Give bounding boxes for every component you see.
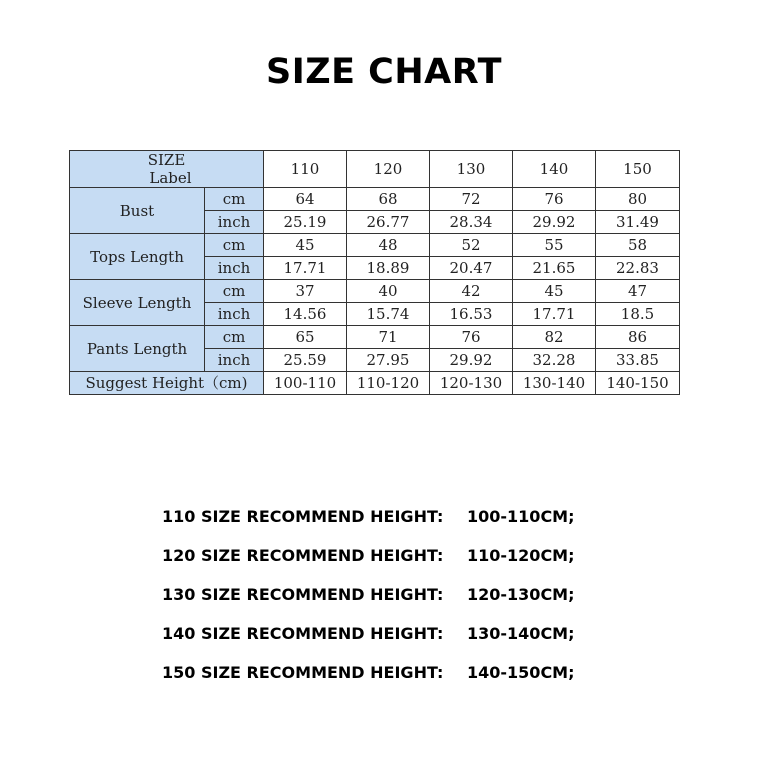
- table-header-row: [70, 151, 680, 188]
- table-row: [70, 372, 680, 395]
- recommendation-list: [162, 497, 575, 692]
- table-cell: 140-150: [596, 372, 680, 395]
- table-cell: 48: [347, 234, 430, 257]
- measure-label: Pants Length: [70, 326, 205, 372]
- list-item: [162, 497, 575, 536]
- suggest-height-label: Suggest Height（cm): [70, 372, 264, 395]
- size-header-line: SIZE: [147, 151, 186, 169]
- recommendation-value: 110-120CM;: [467, 546, 575, 565]
- table-cell: 33.85: [596, 349, 680, 372]
- table-cell: 52: [430, 234, 513, 257]
- recommendation-label: 120 SIZE RECOMMEND HEIGHT:: [162, 546, 444, 565]
- table-cell: 45: [513, 280, 596, 303]
- table-cell: 71: [347, 326, 430, 349]
- recommendation-value: 100-110CM;: [467, 507, 575, 526]
- table-cell: 31.49: [596, 211, 680, 234]
- table-cell: 82: [513, 326, 596, 349]
- table-cell: 20.47: [430, 257, 513, 280]
- table-row: [70, 326, 680, 349]
- table-cell: 18.89: [347, 257, 430, 280]
- table-cell: 26.77: [347, 211, 430, 234]
- recommendation-label: 140 SIZE RECOMMEND HEIGHT:: [162, 624, 444, 643]
- table-cell: 47: [596, 280, 680, 303]
- size-label-header: [70, 151, 264, 188]
- table-cell: 100-110: [264, 372, 347, 395]
- size-column-header: 120: [347, 151, 430, 188]
- table-cell: 64: [264, 188, 347, 211]
- table-cell: 29.92: [513, 211, 596, 234]
- recommendation-value: 130-140CM;: [467, 624, 575, 643]
- table-cell: 65: [264, 326, 347, 349]
- table-cell: 40: [347, 280, 430, 303]
- unit-label: cm: [205, 280, 264, 303]
- table-cell: 17.71: [264, 257, 347, 280]
- table-cell: 32.28: [513, 349, 596, 372]
- table-cell: 18.5: [596, 303, 680, 326]
- unit-label: inch: [205, 211, 264, 234]
- list-item: [162, 614, 575, 653]
- table-cell: 76: [513, 188, 596, 211]
- recommendation-label: 130 SIZE RECOMMEND HEIGHT:: [162, 585, 444, 604]
- table-row: [70, 188, 680, 211]
- table-cell: 28.34: [430, 211, 513, 234]
- measure-label: Bust: [70, 188, 205, 234]
- size-table: [69, 150, 680, 395]
- size-column-header: 140: [513, 151, 596, 188]
- table-cell: 72: [430, 188, 513, 211]
- table-cell: 25.59: [264, 349, 347, 372]
- recommendation-label: 110 SIZE RECOMMEND HEIGHT:: [162, 507, 444, 526]
- table-cell: 29.92: [430, 349, 513, 372]
- table-cell: 16.53: [430, 303, 513, 326]
- size-column-header: 110: [264, 151, 347, 188]
- table-cell: 42: [430, 280, 513, 303]
- recommendation-value: 140-150CM;: [467, 663, 575, 682]
- table-cell: 37: [264, 280, 347, 303]
- unit-label: cm: [205, 326, 264, 349]
- recommendation-value: 120-130CM;: [467, 585, 575, 604]
- table-cell: 130-140: [513, 372, 596, 395]
- label-header-line: Label: [149, 169, 192, 187]
- table-cell: 58: [596, 234, 680, 257]
- table-cell: 14.56: [264, 303, 347, 326]
- unit-label: cm: [205, 234, 264, 257]
- table-cell: 45: [264, 234, 347, 257]
- table-row: [70, 280, 680, 303]
- size-column-header: 150: [596, 151, 680, 188]
- unit-label: inch: [205, 303, 264, 326]
- recommendation-label: 150 SIZE RECOMMEND HEIGHT:: [162, 663, 444, 682]
- table-cell: 55: [513, 234, 596, 257]
- page-title: SIZE CHART: [265, 52, 503, 92]
- measure-label: Tops Length: [70, 234, 205, 280]
- table-cell: 80: [596, 188, 680, 211]
- size-column-header: 130: [430, 151, 513, 188]
- list-item: [162, 536, 575, 575]
- table-cell: 21.65: [513, 257, 596, 280]
- table-cell: 22.83: [596, 257, 680, 280]
- measure-label: Sleeve Length: [70, 280, 205, 326]
- list-item: [162, 575, 575, 614]
- unit-label: inch: [205, 349, 264, 372]
- table-cell: 120-130: [430, 372, 513, 395]
- list-item: [162, 653, 575, 692]
- table-row: [70, 234, 680, 257]
- unit-label: inch: [205, 257, 264, 280]
- table-cell: 17.71: [513, 303, 596, 326]
- table-cell: 68: [347, 188, 430, 211]
- table-cell: 86: [596, 326, 680, 349]
- unit-label: cm: [205, 188, 264, 211]
- table-cell: 27.95: [347, 349, 430, 372]
- table-cell: 25.19: [264, 211, 347, 234]
- table-cell: 15.74: [347, 303, 430, 326]
- table-cell: 110-120: [347, 372, 430, 395]
- table-cell: 76: [430, 326, 513, 349]
